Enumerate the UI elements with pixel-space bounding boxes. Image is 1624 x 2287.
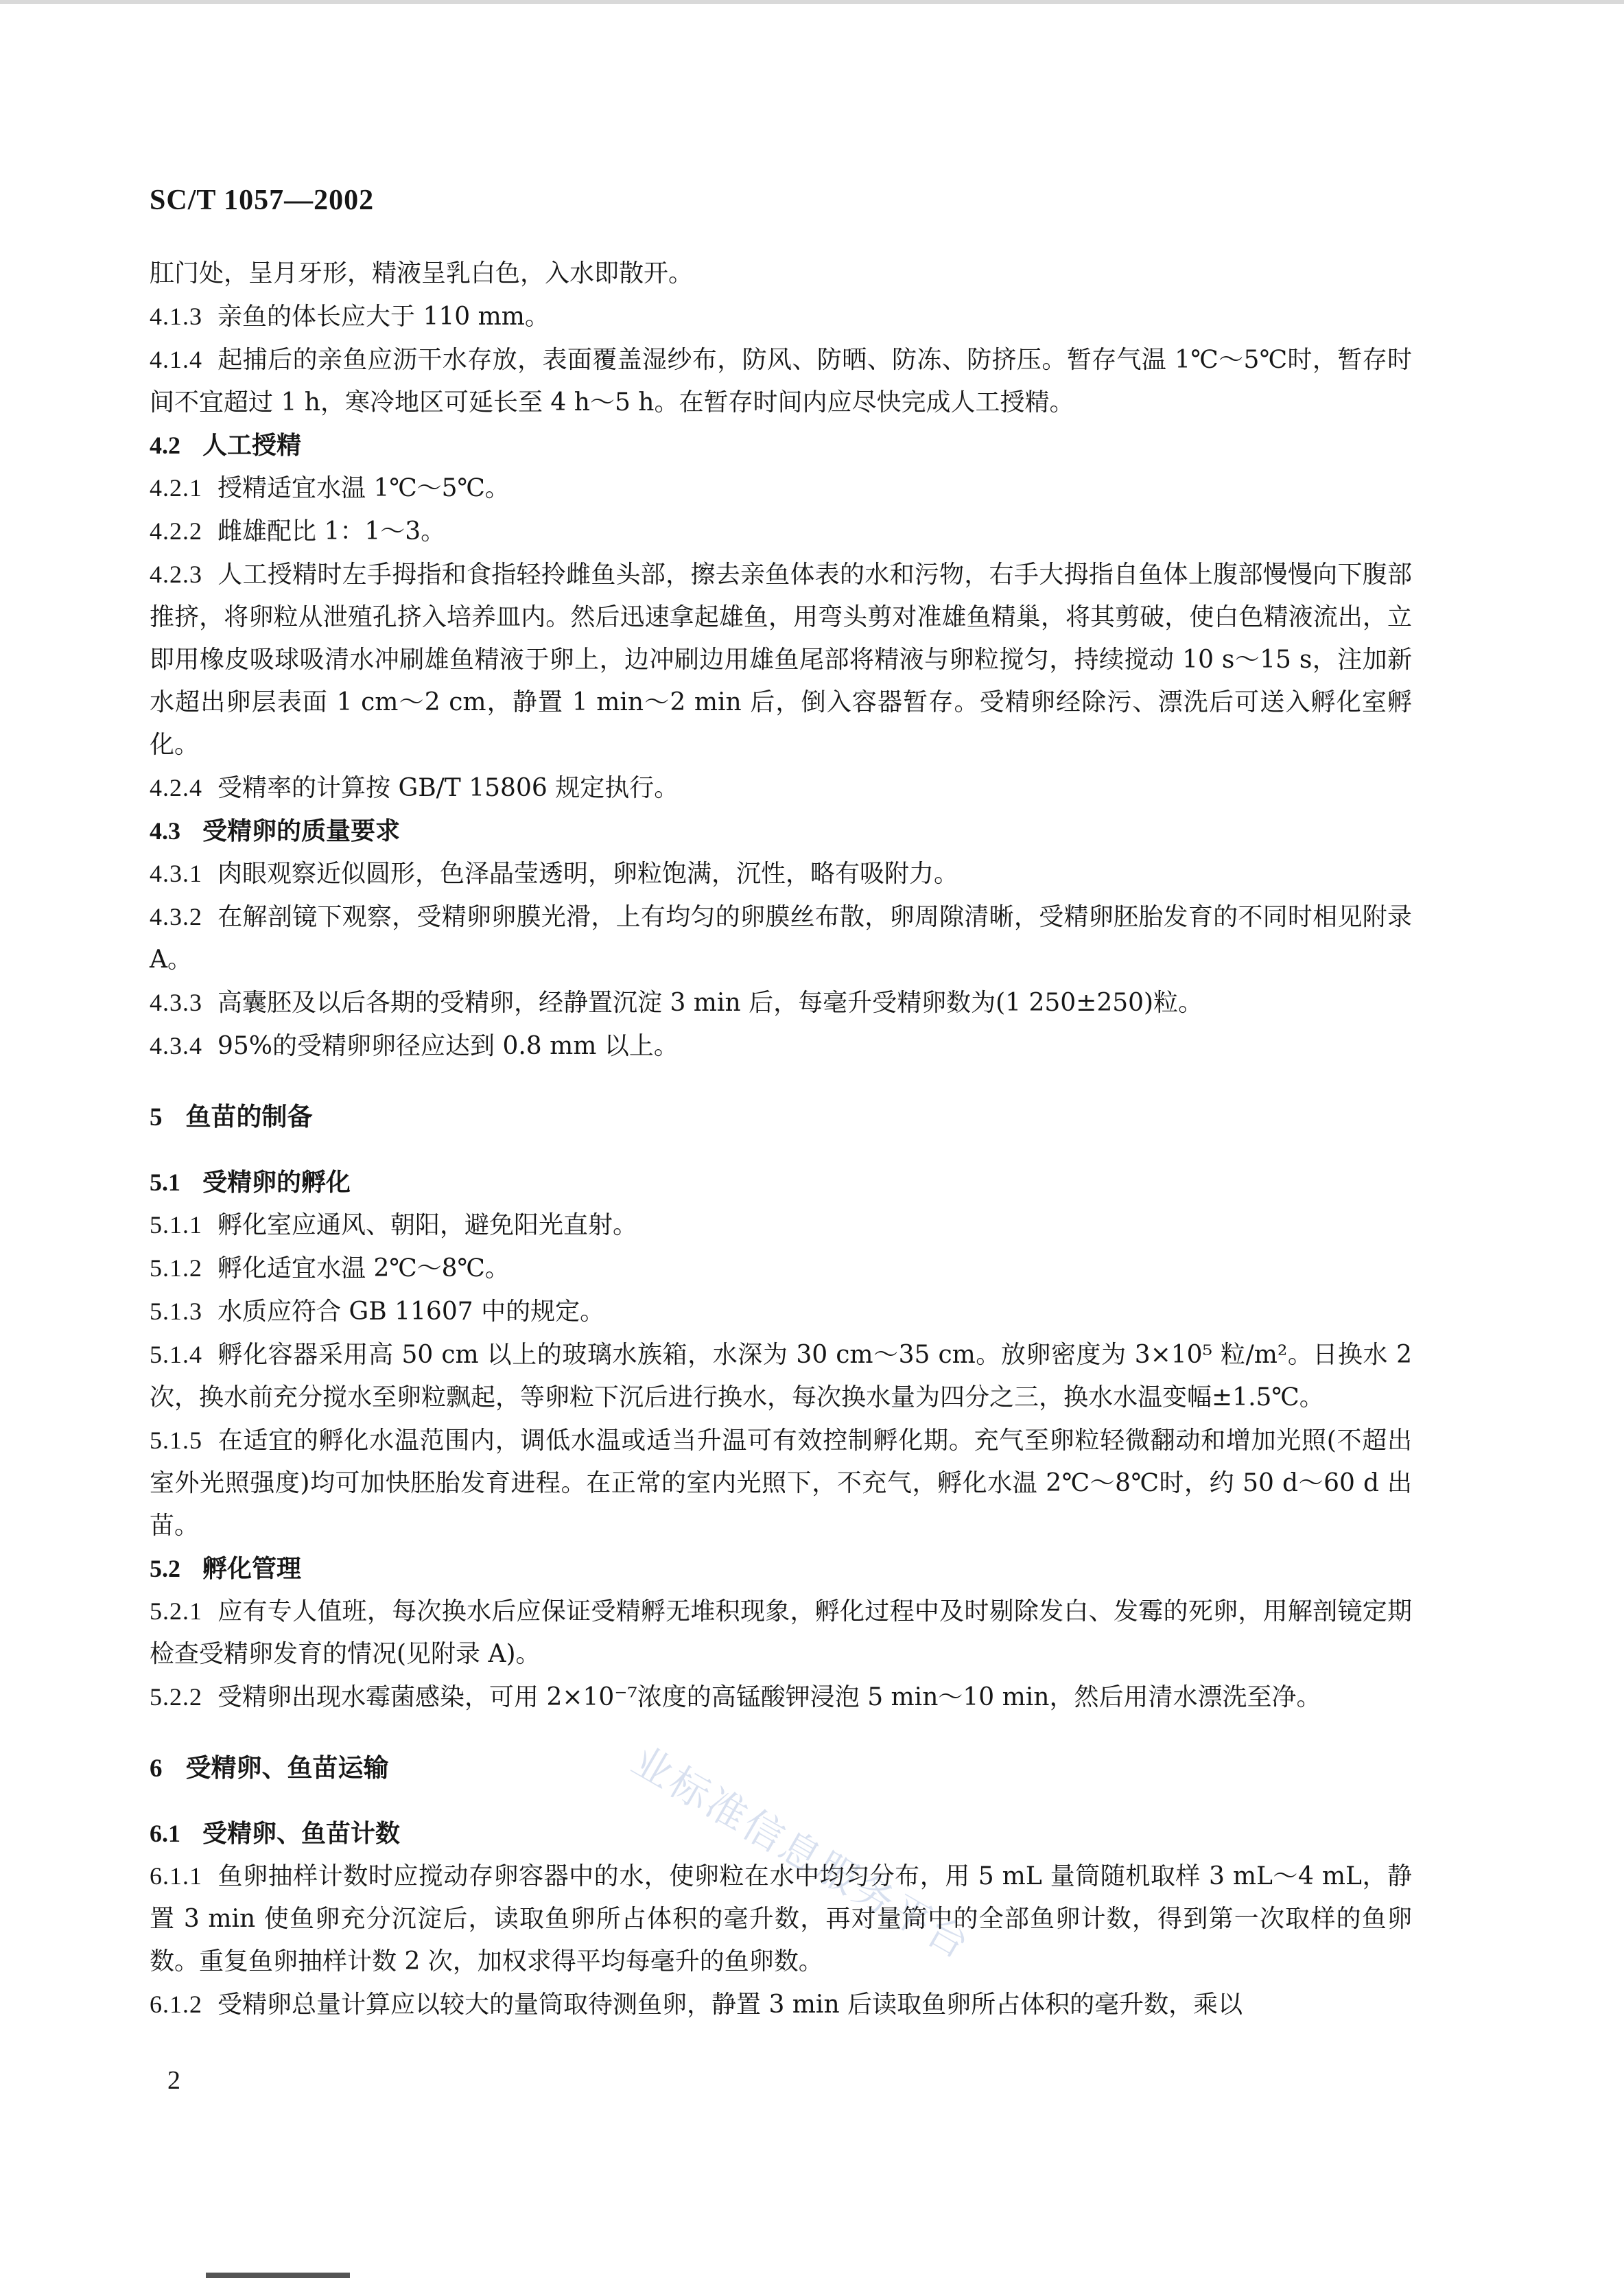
section-4-2-heading: [150, 424, 1412, 467]
clause-text: 起捕后的亲鱼应沥干水存放，表面覆盖湿纱布，防风、防晒、防冻、防挤压。暂存气温 1℃～5℃时，暂存时间不宜超过 1 h，寒冷地区可延长至 4 h～5 h。在暂存时间内应尽快完成人工授精。: [150, 346, 1412, 417]
clause-number: 5.1.3: [150, 1298, 202, 1325]
clause-6-1-1: [150, 1855, 1412, 1983]
clause-text: 肉眼观察近似圆形，色泽晶莹透明，卵粒饱满，沉性，略有吸附力。: [217, 860, 959, 888]
clause-text: 孵化适宜水温 2℃～8℃。: [217, 1254, 510, 1282]
clause-number: 5.2.2: [150, 1683, 202, 1711]
clause-5-2-1: [150, 1590, 1412, 1676]
clause-number: 4.2.3: [150, 561, 202, 588]
clause-number: 5.2.1: [150, 1597, 202, 1625]
section-6-1-heading: [150, 1812, 1412, 1855]
chapter-title: 鱼苗的制备: [185, 1101, 313, 1131]
section-number: 5.1: [150, 1169, 180, 1196]
clause-number: 4.2.2: [150, 517, 202, 545]
watermark-text: 业标准信息服务平台: [624, 1737, 979, 1969]
clause-number: 4.3.4: [150, 1032, 202, 1059]
clause-number: 4.3.3: [150, 989, 202, 1016]
scan-edge-top: [0, 0, 1624, 4]
section-number: 4.3: [150, 817, 180, 845]
clause-number: 4.1.3: [150, 303, 202, 330]
clause-5-1-2: [150, 1247, 1412, 1290]
scan-mark-bottom-2: [281, 2273, 350, 2278]
standard-code-header: SC/T 1057—2002: [150, 185, 375, 216]
clause-4-2-3: [150, 553, 1412, 766]
clause-text: 受精卵出现水霉菌感染，可用 2×10⁻⁷浓度的高锰酸钾浸泡 5 min～10 min，然后用清水漂洗至净。: [217, 1683, 1321, 1711]
clause-number: 5.1.2: [150, 1254, 202, 1282]
clause-4-3-4: [150, 1024, 1412, 1068]
clause-4-2-1: [150, 467, 1412, 510]
clause-text: 鱼卵抽样计数时应搅动存卵容器中的水，使卵粒在水中均匀分布，用 5 mL 量筒随机取样 3 mL～4 mL，静置 3 min 使鱼卵充分沉淀后，读取鱼卵所占体积的毫升数，再对量筒中的全部鱼卵计数，得到第一次取样的鱼卵数。重复鱼卵抽样计数 2 次，加权求得平均每毫升的鱼卵数。: [150, 1862, 1412, 1975]
section-title: 受精卵的孵化: [202, 1168, 351, 1197]
chapter-5-heading: [150, 1095, 1412, 1139]
document-body: [150, 253, 1412, 2026]
clause-5-1-4: [150, 1333, 1412, 1419]
page-number: 2: [167, 2066, 180, 2095]
clause-text: 亲鱼的体长应大于 110 mm。: [217, 303, 550, 331]
clause-text: 孵化室应通风、朝阳，避免阳光直射。: [217, 1211, 638, 1239]
chapter-number: 5: [150, 1103, 163, 1131]
clause-4-1-3: [150, 295, 1412, 338]
clause-text: 人工授精时左手拇指和食指轻拎雌鱼头部，擦去亲鱼体表的水和污物，右手大拇指自鱼体上腹部慢慢向下腹部推挤，将卵粒从泄殖孔挤入培养皿内。然后迅速拿起雄鱼，用弯头剪对准雄鱼精巢，将其剪破，使白色精液流出，立即用橡皮吸球吸清水冲刷雄鱼精液于卵上，边冲刷边用雄鱼尾部将精液与卵粒搅匀，持续搅动 10 s～15 s，注加新水超出卵层表面 1 cm～2 cm，静置 1 min～2 min 后，倒入容器暂存。受精卵经除污、漂洗后可送入孵化室孵化。: [150, 561, 1412, 759]
clause-number: 4.2.1: [150, 474, 202, 502]
clause-5-2-2: [150, 1676, 1412, 1719]
clause-5-1-3: [150, 1290, 1412, 1333]
clause-number: 6.1.2: [150, 1991, 202, 2018]
section-4-3-heading: [150, 810, 1412, 852]
section-title: 受精卵、鱼苗计数: [202, 1819, 401, 1848]
section-5-1-heading: [150, 1161, 1412, 1204]
clause-number: 5.1.5: [150, 1427, 202, 1454]
chapter-number: 6: [150, 1755, 163, 1783]
clause-text: 受精率的计算按 GB/T 15806 规定执行。: [217, 774, 679, 802]
clause-text: 授精适宜水温 1℃～5℃。: [217, 474, 510, 502]
clause-4-1-4: [150, 338, 1412, 424]
paragraph-continuation: 肛门处，呈月牙形，精液呈乳白色，入水即散开。: [150, 259, 694, 288]
clause-text: 在解剖镜下观察，受精卵卵膜光滑，上有均匀的卵膜丝布散，卵周隙清晰，受精卵胚胎发育的不同时相见附录 A。: [150, 903, 1412, 974]
clause-4-2-4: [150, 766, 1412, 810]
section-title: 受精卵的质量要求: [202, 817, 401, 845]
clause-6-1-2: [150, 1983, 1412, 2026]
clause-text: 雌雄配比 1：1～3。: [217, 517, 446, 546]
clause-text: 孵化容器采用高 50 cm 以上的玻璃水族箱，水深为 30 cm～35 cm。放卵密度为 3×10⁵ 粒/m²。日换水 2 次，换水前充分搅水至卵粒飘起，等卵粒下沉后进行换水，每次换水量为四分之三，换水水温变幅±1.5℃。: [150, 1341, 1412, 1411]
clause-number: 4.2.4: [150, 774, 202, 801]
clause-number: 4.3.1: [150, 860, 202, 887]
section-number: 6.1: [150, 1820, 180, 1847]
clause-text: 水质应符合 GB 11607 中的规定。: [217, 1298, 605, 1326]
section-title: 人工授精: [202, 431, 302, 460]
clause-number: 5.1.4: [150, 1341, 202, 1368]
clause-text: 在适宜的孵化水温范围内，调低水温或适当升温可有效控制孵化期。充气至卵粒轻微翻动和增加光照(不超出室外光照强度)均可加快胚胎发育进程。在正常的室内光照下，不充气，孵化水温 2℃～8℃时，约 50 d～60 d 出苗。: [150, 1427, 1412, 1540]
clause-number: 4.1.4: [150, 346, 202, 373]
section-number: 4.2: [150, 432, 180, 459]
chapter-title: 受精卵、鱼苗运输: [185, 1752, 389, 1783]
clause-4-2-2: [150, 510, 1412, 553]
clause-number: 4.3.2: [150, 903, 202, 930]
clause-4-3-2: [150, 895, 1412, 981]
chapter-6-heading: [150, 1746, 1412, 1790]
clause-number: 5.1.1: [150, 1211, 202, 1239]
clause-text: 高囊胚及以后各期的受精卵，经静置沉淀 3 min 后，每毫升受精卵数为(1 250±250)粒。: [217, 989, 1203, 1017]
section-number: 5.2: [150, 1555, 180, 1582]
clause-text: 应有专人值班，每次换水后应保证受精孵无堆积现象，孵化过程中及时剔除发白、发霉的死卵，用解剖镜定期检查受精卵发育的情况(见附录 A)。: [150, 1597, 1412, 1668]
clause-4-3-1: [150, 852, 1412, 895]
clause-text: 95%的受精卵卵径应达到 0.8 mm 以上。: [217, 1032, 679, 1060]
clause-text: 受精卵总量计算应以较大的量筒取待测鱼卵，静置 3 min 后读取鱼卵所占体积的毫升数，乘以: [217, 1991, 1243, 2019]
clause-number: 6.1.1: [150, 1862, 202, 1890]
section-5-2-heading: [150, 1547, 1412, 1590]
clause-4-3-3: [150, 981, 1412, 1024]
clause-5-1-1: [150, 1204, 1412, 1247]
section-title: 孵化管理: [202, 1554, 302, 1583]
clause-5-1-5: [150, 1419, 1412, 1547]
